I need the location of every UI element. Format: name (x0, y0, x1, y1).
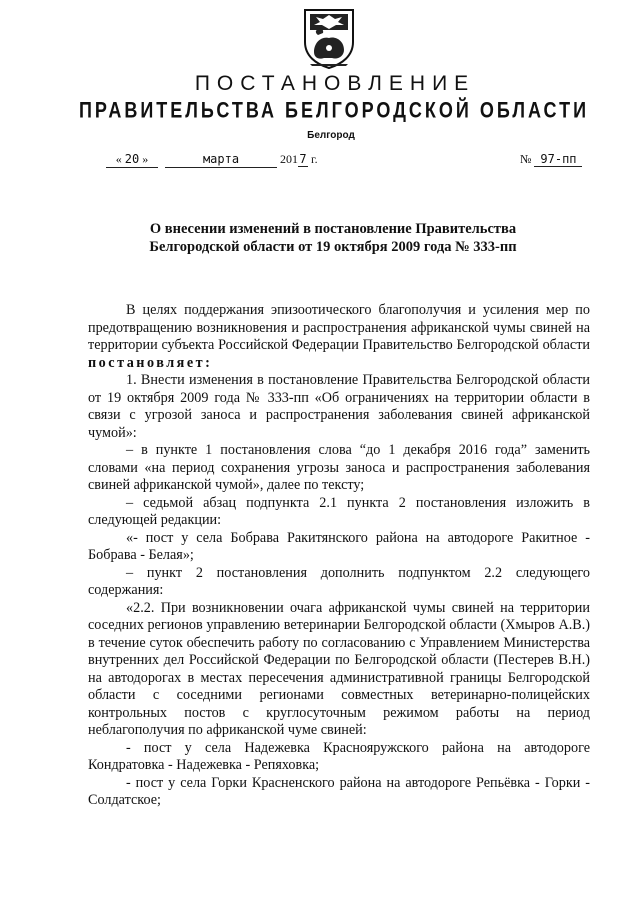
paragraph-2: – в пункте 1 постановления слова “до 1 декабря 2016 года” заменить словами «на период сохранения угрозы заноса и распространения заболевания свиней африканской чумой», далее по тексту; (88, 442, 590, 493)
paragraph-4: «- пост у села Бобрава Ракитянского района на автодороге Ракитное - Бобрава - Белая»; (88, 529, 590, 563)
resolves-word: постановляет: (88, 354, 213, 371)
date-month: марта (202, 152, 240, 166)
paragraph-1: 1. Внести изменения в постановление Правительства Белгородской области от 19 октября 2009 года № 333-пп «Об ограничениях на территории области в связи с угрозой заноса и распространения заболевания свиней африканской чумой»: (88, 372, 590, 441)
document-body (88, 302, 590, 810)
paragraph-3: – седьмой абзац подпункта 2.1 пункта 2 постановления изложить в следующей редакции: (88, 494, 590, 528)
quote-open: « (115, 152, 122, 166)
date-day-field (106, 152, 158, 168)
document-number: 97-пп (534, 152, 582, 167)
date-month-field (165, 152, 277, 168)
date-year-prefix: 201 (280, 152, 298, 166)
date-line (106, 152, 318, 168)
heading-line-2: Белгородской области от 19 октября 2009 года № 333-пп (149, 239, 517, 255)
intro-text: В целях поддержания эпизоотического благополучия и усиления мер по предотвращению возникновения и распространения африканской чумы свиней на территории субъекта Российской Федерации Правительство Белгородской области (88, 302, 590, 353)
quote-close: » (142, 152, 149, 166)
heading-line-1: О внесении изменений в постановление Правительства (149, 221, 517, 237)
number-line (520, 152, 582, 167)
city-label: Белгород (307, 130, 355, 141)
date-year-suffix: 7 (299, 152, 307, 166)
paragraph-8: - пост у села Горки Красненского района на автодороге Репьёвка - Горки - Солдатское; (88, 774, 590, 808)
issuer-title: ПРАВИТЕЛЬСТВА БЕЛГОРОДСКОЙ ОБЛАСТИ (78, 97, 590, 123)
paragraph-6: «2.2. При возникновении очага африканской чумы свиней на территории соседних регионов управлению ветеринарии Белгородской области (Хмыров А.В.) в течение суток обеспечить работу по согласованию с Управлением Министерства внутренних дел Российской Федерации по Белгородской области (Пестерев В.Н.) на автодорогах в местах пересечения административной границы Белгородской области с соседними регионами совместных ветеринарно-полицейских контрольных постов с круглосуточным режимом работы на период неблагополучия по африканской чуме свиней: (88, 599, 590, 738)
document-heading (0, 220, 640, 256)
paragraph-5: – пункт 2 постановления дополнить подпунктом 2.2 следующего содержания: (88, 564, 590, 598)
paragraph-intro (88, 302, 590, 372)
date-year-end: г. (308, 152, 318, 166)
document-type-title: ПОСТАНОВЛЕНИЕ (194, 72, 476, 95)
coat-of-arms-emblem (302, 8, 356, 70)
number-label: № (520, 152, 532, 166)
paragraph-7: - пост у села Надежевка Краснояружского района на автодороге Кондратовка - Надежевка - Репяховка; (88, 739, 590, 773)
date-day: 20 (124, 152, 140, 166)
